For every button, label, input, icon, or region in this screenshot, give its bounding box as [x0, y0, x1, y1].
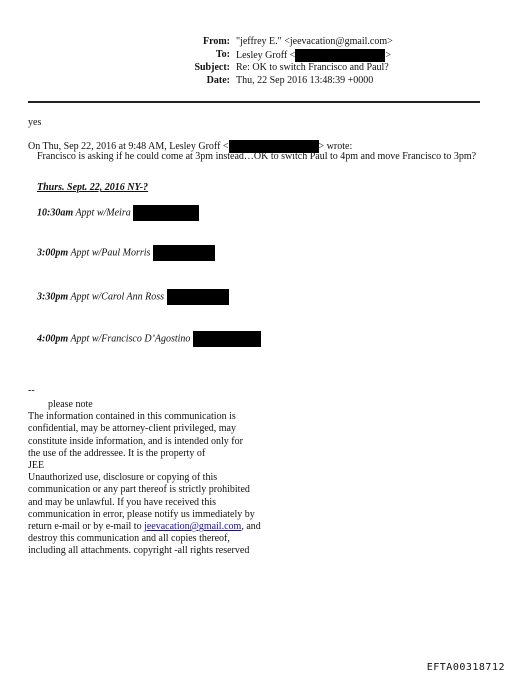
appointment-time: 3:30pm	[37, 291, 69, 303]
disclaimer-line: communication or any part thereof is strictly prohibited	[28, 484, 250, 496]
date-value: Thu, 22 Sep 2016 13:48:39 +0000	[236, 75, 374, 86]
header-divider	[28, 101, 480, 103]
disclaimer-line: destroy this communication and all copies thereof,	[28, 533, 230, 545]
schedule-title: Thurs. Sept. 22, 2016 NY-?	[37, 182, 149, 193]
disclaimer-line: and may be unlawful. If you have received this	[28, 496, 216, 508]
appointment-text: Appt w/Paul Morris	[70, 247, 151, 259]
redaction-bar	[295, 49, 385, 62]
disclaimer	[28, 399, 328, 558]
disclaimer-line: Unauthorized use, disclosure or copying of this	[28, 472, 218, 484]
appointment-text: Appt w/Meira	[75, 207, 131, 219]
appointment-text: Appt w/Francisco D’Agostino	[70, 333, 191, 345]
disclaimer-line: including all attachments. copyright -all rights reserved	[28, 545, 250, 557]
appointment-item	[37, 245, 215, 261]
appointment-time: 3:00pm	[37, 247, 69, 259]
to-value-suffix: >	[385, 49, 391, 61]
redaction-bar	[133, 205, 199, 221]
to-value	[236, 49, 391, 62]
redaction-bar	[153, 245, 215, 261]
quote-text: Francisco is asking if he could come at 3pm instead…OK to switch Paul to 4pm and move Francisco to 3pm?	[37, 151, 477, 162]
disclaimer-line: communication in error, please notify us immediately by	[28, 508, 255, 520]
to-value-prefix: Lesley Groff <	[236, 49, 296, 61]
appointment-item	[37, 289, 229, 305]
disclaimer-line: JEE	[28, 460, 45, 472]
disclaimer-line: the use of the addressee. It is the property of	[28, 447, 206, 459]
date-label: Date:	[206, 75, 230, 86]
document-id: EFTA00318712	[426, 662, 505, 673]
from-label: From:	[202, 36, 230, 47]
email-line-prefix: return e-mail or by e-mail to	[28, 521, 145, 533]
please-note: please note	[48, 399, 93, 410]
appointment-item	[37, 205, 199, 221]
disclaimer-email-line	[28, 521, 328, 533]
email-link[interactable]: jeevacation@gmail.com	[144, 521, 242, 533]
disclaimer-line: The information contained in this communication is	[28, 411, 236, 423]
disclaimer-line: constitute inside information, and is intended only for	[28, 435, 243, 447]
email-line-suffix: , and	[241, 521, 261, 533]
appointment-time: 4:00pm	[37, 333, 69, 345]
subject-value: Re: OK to switch Francisco and Paul?	[236, 62, 389, 73]
redaction-bar	[167, 289, 229, 305]
disclaimer-line: confidential, may be attorney-client privileged, may	[28, 423, 236, 435]
appointment-item	[37, 331, 261, 347]
subject-label: Subject:	[194, 62, 230, 73]
appointment-time: 10:30am	[37, 207, 74, 219]
signature-separator: --	[28, 385, 35, 396]
quote-intro-prefix: On Thu, Sep 22, 2016 at 9:48 AM, Lesley Groff <	[28, 140, 229, 152]
redaction-bar	[193, 331, 261, 347]
reply-text: yes	[28, 117, 42, 128]
from-value: "jeffrey E." <jeevacation@gmail.com>	[236, 36, 393, 47]
to-label: To:	[215, 49, 230, 60]
appointment-text: Appt w/Carol Ann Ross	[70, 291, 165, 303]
quote-intro-suffix: > wrote:	[318, 140, 353, 152]
